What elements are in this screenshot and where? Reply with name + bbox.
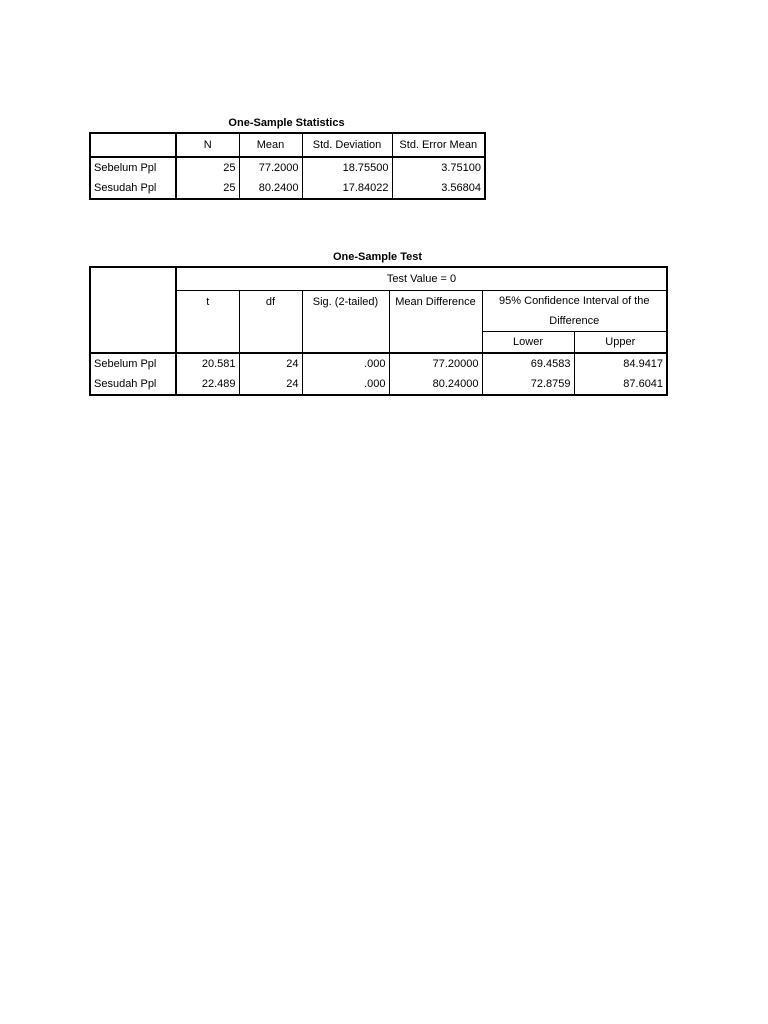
- cell-mean: 80.2400: [239, 178, 302, 199]
- cell-t: 20.581: [176, 353, 239, 374]
- row-label: Sesudah Ppl: [90, 374, 176, 395]
- header-cell-df: df: [239, 291, 302, 354]
- cell-sig: .000: [302, 353, 389, 374]
- header-cell-lower: Lower: [482, 332, 574, 354]
- cell-n: 25: [176, 157, 239, 178]
- cell-std-deviation: 17.84022: [302, 178, 392, 199]
- cell-sig: .000: [302, 374, 389, 395]
- header-cell-upper: Upper: [574, 332, 667, 354]
- row-label: Sesudah Ppl: [90, 178, 176, 199]
- cell-std-error-mean: 3.56804: [392, 178, 485, 199]
- cell-mean-difference: 80.24000: [389, 374, 482, 395]
- row-label: Sebelum Ppl: [90, 157, 176, 178]
- header-cell-std-error-mean: Std. Error Mean: [392, 133, 485, 157]
- header-cell-mean-difference: Mean Difference: [389, 291, 482, 354]
- cell-mean: 77.2000: [239, 157, 302, 178]
- cell-std-error-mean: 3.75100: [392, 157, 485, 178]
- one-sample-test-table: [89, 266, 668, 396]
- cell-lower: 72.8759: [482, 374, 574, 395]
- table-header-row: [90, 267, 667, 291]
- cell-df: 24: [239, 353, 302, 374]
- cell-n: 25: [176, 178, 239, 199]
- header-cell-t: t: [176, 291, 239, 354]
- one-sample-statistics-table: [89, 132, 486, 200]
- cell-df: 24: [239, 374, 302, 395]
- cell-upper: 87.6041: [574, 374, 667, 395]
- test-table-title: One-Sample Test: [332, 251, 423, 263]
- table-row: [90, 374, 667, 395]
- stats-table-title: One-Sample Statistics: [228, 117, 345, 129]
- header-cell-mean: Mean: [239, 133, 302, 157]
- table-row: [90, 178, 485, 199]
- cell-t: 22.489: [176, 374, 239, 395]
- row-label: Sebelum Ppl: [90, 353, 176, 374]
- header-cell-std-deviation: Std. Deviation: [302, 133, 392, 157]
- header-cell-confidence-interval: 95% Confidence Interval of the Difference: [482, 291, 667, 332]
- cell-mean-difference: 77.20000: [389, 353, 482, 374]
- table-row: [90, 157, 485, 178]
- cell-std-deviation: 18.75500: [302, 157, 392, 178]
- header-cell-n: N: [176, 133, 239, 157]
- header-cell-empty: [90, 133, 176, 157]
- cell-lower: 69.4583: [482, 353, 574, 374]
- header-cell-empty: [90, 267, 176, 353]
- table-header-row: [90, 133, 485, 157]
- table-row: [90, 353, 667, 374]
- header-cell-sig: Sig. (2-tailed): [302, 291, 389, 354]
- header-test-value: Test Value = 0: [176, 267, 667, 291]
- cell-upper: 84.9417: [574, 353, 667, 374]
